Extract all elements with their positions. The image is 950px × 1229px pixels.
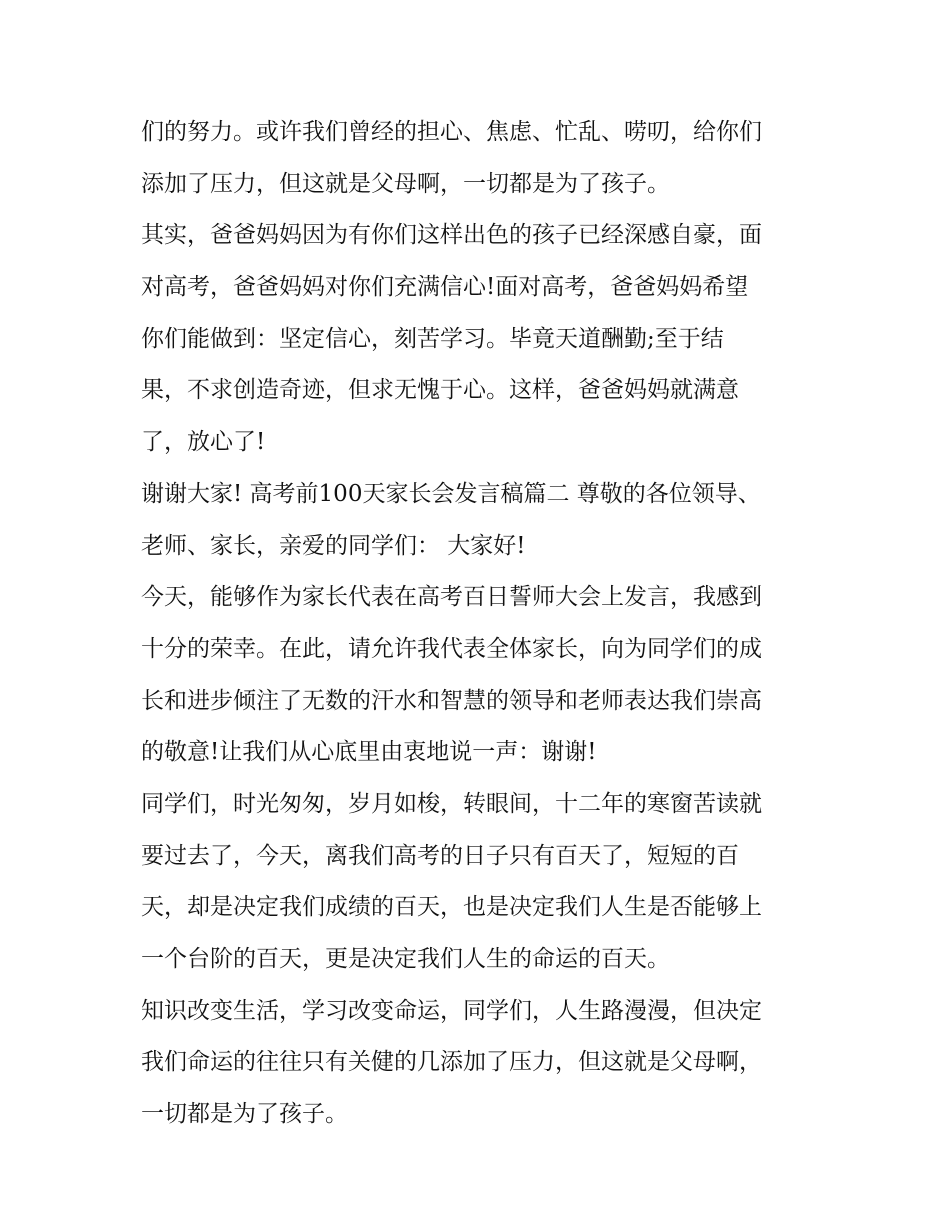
- text-line: 对高考，爸爸妈妈对你们充满信心!面对高考，爸爸妈妈希望: [141, 274, 749, 301]
- text-line: 同学们，时光匆匆，岁月如梭，转眼间，十二年的寒窗苦读就: [141, 790, 762, 817]
- text-line: 你们能做到：坚定信心，刻苦学习。毕竟天道酬勤;至于结: [141, 325, 724, 352]
- text-line: 果，不求创造奇迹，但求无愧于心。这样，爸爸妈妈就满意: [141, 377, 739, 404]
- text-line: 要过去了，今天，离我们高考的日子只有百天了，短短的百: [141, 842, 739, 869]
- text-line: 了，放心了!: [141, 429, 266, 456]
- text-line: 老师、家长，亲爱的同学们： 大家好!: [141, 532, 526, 559]
- text-line: 一切都是为了孩子。: [141, 1101, 348, 1128]
- body-text: [141, 107, 821, 1141]
- text-line: 添加了压力，但这就是父母啊，一切都是为了孩子。: [141, 170, 670, 197]
- text-line: 十分的荣幸。在此，请允许我代表全体家长，向为同学们的成: [141, 635, 762, 662]
- text-line: 今天，能够作为家长代表在高考百日誓师大会上发言，我感到: [141, 584, 762, 611]
- text-line: 天，却是决定我们成绩的百天，也是决定我们人生是否能够上: [141, 894, 762, 921]
- text-line: 一个台阶的百天，更是决定我们人生的命运的百天。: [141, 946, 670, 972]
- text-line: 我们命运的往往只有关健的几添加了压力，但这就是父母啊，: [141, 1049, 762, 1076]
- text-line: 其实，爸爸妈妈因为有你们这样出色的孩子已经深感自豪，面: [141, 222, 762, 249]
- text-line: 们的努力。或许我们曾经的担心、焦虑、忙乱、唠叨，给你们: [141, 119, 762, 145]
- text-line: 的敬意!让我们从心底里由衷地说一声：谢谢!: [141, 739, 597, 766]
- text-line: 长和进步倾注了无数的汗水和智慧的领导和老师表达我们崇高: [141, 687, 762, 714]
- text-line: 知识改变生活，学习改变命运，同学们，人生路漫漫，但决定: [141, 997, 762, 1024]
- text-line: 谢谢大家! 高考前100天家长会发言稿篇二 尊敬的各位领导、: [141, 480, 761, 507]
